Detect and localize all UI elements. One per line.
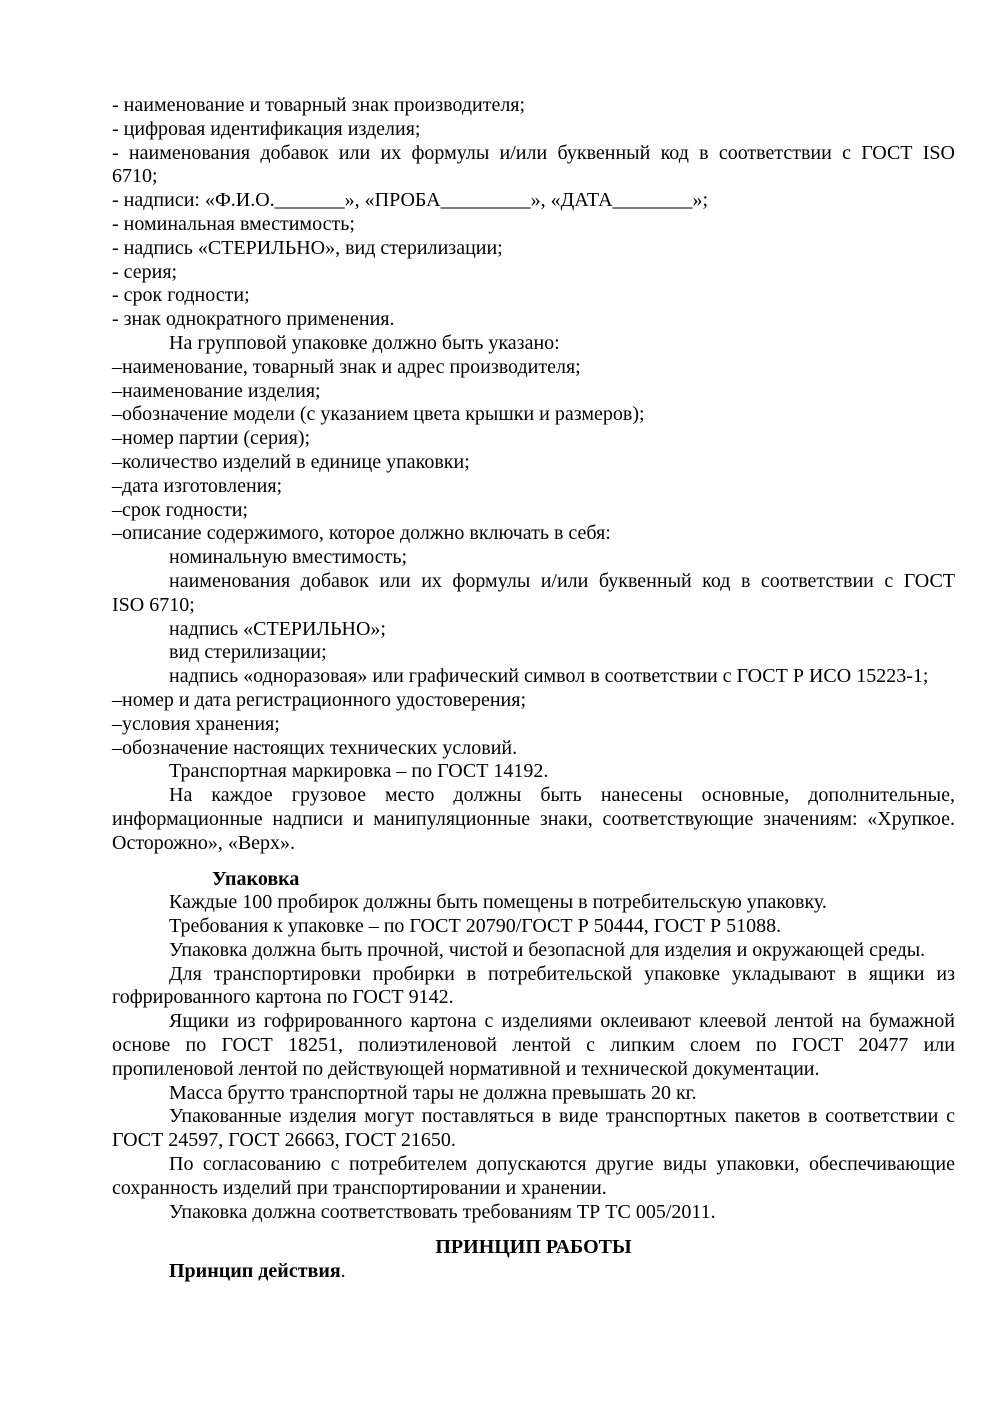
- paragraph-line: Каждые 100 пробирок должны быть помещены в потребительскую упаковку.: [169, 891, 827, 914]
- paragraph-line: надпись «одноразовая» или графический символ в соответствии с ГОСТ Р ИСО 15223-1;: [169, 665, 929, 688]
- paragraph-continuation-line: информационные надписи и манипуляционные знаки, соответствующие значениям: «Хрупкое.: [112, 807, 955, 830]
- list-item: –дата изготовления;: [112, 474, 283, 497]
- paragraph-continuation-line: основе по ГОСТ 18251, полиэтиленовой лентой с липким слоем по ГОСТ 20477 или: [112, 1034, 955, 1057]
- list-item: –наименование изделия;: [112, 379, 321, 402]
- section-heading-operating-principle: ПРИНЦИП РАБОТЫ: [435, 1236, 632, 1259]
- paragraph-line: надпись «СТЕРИЛЬНО»;: [169, 617, 386, 640]
- list-item: - цифровая идентификация изделия;: [112, 117, 421, 140]
- subsection-heading-packaging: Упаковка: [212, 867, 300, 890]
- paragraph-continuation-line: Осторожно», «Верх».: [112, 831, 296, 854]
- paragraph-line: Масса брутто транспортной тары не должна превышать 20 кг.: [169, 1081, 697, 1104]
- paragraph-line: наименования добавок или их формулы и/или буквенный код в соответствии с ГОСТ: [169, 569, 955, 592]
- paragraph-line: вид стерилизации;: [169, 641, 327, 664]
- list-item: - наименования добавок или их формулы и/или буквенный код в соответствии с ГОСТ ISO: [112, 141, 955, 164]
- paragraph-line: номинальную вместимость;: [169, 546, 408, 569]
- paragraph-continuation-line: ISO 6710;: [112, 593, 195, 616]
- paragraph-line: Упаковка должна соответствовать требованиям ТР ТС 005/2011.: [169, 1200, 716, 1223]
- list-item: –описание содержимого, которое должно включать в себя:: [112, 522, 611, 545]
- list-item: –номер партии (серия);: [112, 427, 311, 450]
- list-item: - номинальная вместимость;: [112, 212, 355, 235]
- paragraph-line: На групповой упаковке должно быть указано:: [169, 331, 560, 354]
- paragraph-line: Для транспортировки пробирки в потребительской упаковке укладывают в ящики из: [169, 962, 955, 985]
- paragraph-line: Упакованные изделия могут поставляться в виде транспортных пакетов в соответствии с: [169, 1105, 955, 1128]
- bold-paragraph-lead-line: [112, 1260, 955, 1284]
- list-item: –количество изделий в единице упаковки;: [112, 450, 470, 473]
- list-item: - надписи: «Ф.И.О._______», «ПРОБА_________», «ДАТА________»;: [112, 189, 709, 212]
- list-item: –наименование, товарный знак и адрес производителя;: [112, 355, 581, 378]
- list-item: - срок годности;: [112, 284, 250, 307]
- paragraph-continuation-line: сохранность изделий при транспортировании и хранении.: [112, 1176, 607, 1199]
- list-item: –обозначение настоящих технических условий.: [112, 736, 518, 759]
- paragraph-continuation-line: ГОСТ 24597, ГОСТ 26663, ГОСТ 21650.: [112, 1129, 456, 1152]
- paragraph-line: Транспортная маркировка – по ГОСТ 14192.: [169, 760, 549, 783]
- bold-lead-tail: .: [340, 1260, 346, 1283]
- paragraph-line: Требования к упаковке – по ГОСТ 20790/ГОСТ Р 50444, ГОСТ Р 51088.: [169, 915, 782, 938]
- list-item: - наименование и товарный знак производителя;: [112, 94, 526, 116]
- list-item: –условия хранения;: [112, 712, 280, 735]
- paragraph-line: На каждое грузовое место должны быть нанесены основные, дополнительные,: [169, 784, 955, 807]
- paragraph-line: Ящики из гофрированного картона с изделиями оклеивают клеевой лентой на бумажной: [169, 1010, 955, 1033]
- list-item: - надпись «СТЕРИЛЬНО», вид стерилизации;: [112, 236, 503, 259]
- paragraph-continuation-line: гофрированного картона по ГОСТ 9142.: [112, 986, 454, 1009]
- list-item: - серия;: [112, 260, 178, 283]
- list-item: –номер и дата регистрационного удостоверения;: [112, 688, 527, 711]
- list-item: - знак однократного применения.: [112, 308, 395, 331]
- paragraph-line: Упаковка должна быть прочной, чистой и безопасной для изделия и окружающей среды.: [169, 938, 926, 961]
- paragraph-continuation-line: 6710;: [112, 165, 158, 188]
- paragraph-continuation-line: пропиленовой лентой по действующей нормативной и технической документации.: [112, 1057, 820, 1080]
- list-item: –обозначение модели (с указанием цвета крышки и размеров);: [112, 403, 645, 426]
- paragraph-line: По согласованию с потребителем допускаются другие виды упаковки, обеспечивающие: [169, 1153, 955, 1176]
- list-item: –срок годности;: [112, 498, 248, 521]
- bold-lead: Принцип действия: [169, 1260, 341, 1283]
